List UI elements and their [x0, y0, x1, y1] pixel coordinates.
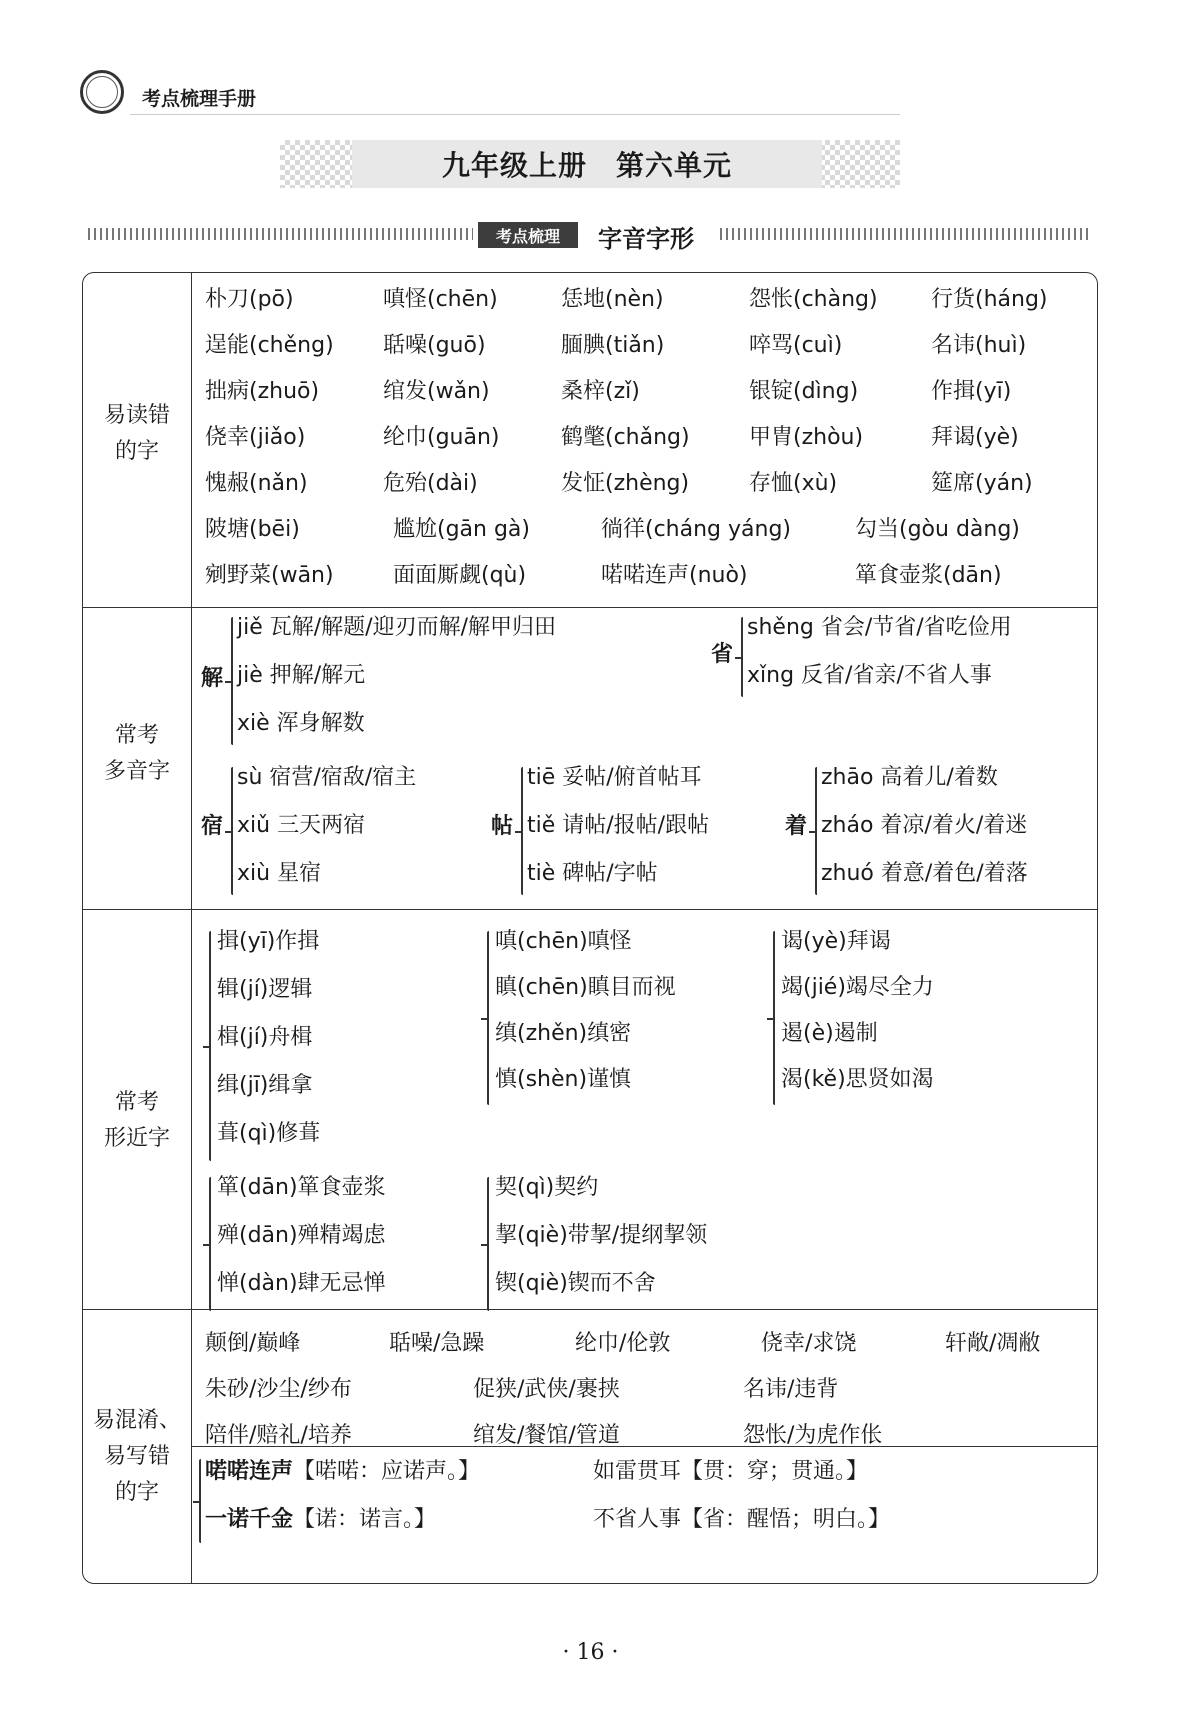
misread-word: 剜野菜(wān): [205, 563, 334, 588]
similar-word: 缉(jī)缉拿: [217, 1073, 313, 1098]
similar-word: 谒(yè)拜谒: [781, 929, 891, 954]
poly-char-sheng: 省: [711, 642, 734, 667]
poly-char-tie: 帖: [491, 814, 514, 839]
confusing-word: 怨怅/为虎作伥: [743, 1423, 883, 1448]
similar-word: 瞋(chēn)瞋目而视: [495, 975, 676, 1000]
section-badge: 考点梳理: [478, 222, 578, 248]
misread-word: 腼腆(tiǎn): [561, 333, 665, 358]
confusing-word: 侥幸/求饶: [761, 1331, 857, 1356]
misread-word: 银锭(dìng): [749, 379, 859, 404]
misread-word: 怨怅(chàng): [749, 287, 878, 312]
misread-word: 纶巾(guān): [383, 425, 500, 450]
brace: [487, 931, 489, 1105]
misread-word: 名讳(huì): [931, 333, 1027, 358]
brace: [521, 767, 523, 895]
misread-word: 恁地(nèn): [561, 287, 664, 312]
misread-word: 朴刀(pō): [205, 287, 294, 312]
misread-word: 陂塘(bēi): [205, 517, 300, 542]
similar-word: 惮(dàn)肆无忌惮: [217, 1271, 386, 1296]
unit-title: 九年级上册 第六单元: [352, 140, 822, 188]
confusing-word: 颠倒/巅峰: [205, 1331, 301, 1356]
misread-word: 嗔怪(chēn): [383, 287, 498, 312]
similar-word: 嗔(chēn)嗔怪: [495, 929, 632, 954]
similar-word: 缜(zhěn)缜密: [495, 1021, 632, 1046]
poly-char-su: 宿: [201, 814, 224, 839]
poly-item: jiě 瓦解/解题/迎刃而解/解甲归田: [237, 615, 556, 640]
poly-char-jie: 解: [201, 666, 224, 691]
misread-word: 徜徉(cháng yáng): [601, 517, 791, 542]
misread-word: 聒噪(guō): [383, 333, 486, 358]
idiom-entry: 一诺千金【诺：诺言。】: [205, 1507, 437, 1532]
idiom-entry: 喏喏连声【喏喏：应诺声。】: [205, 1459, 481, 1484]
idiom-entry: 不省人事【省：醒悟；明白。】: [593, 1507, 891, 1532]
poly-item: tiě 请帖/报帖/跟帖: [527, 813, 710, 838]
misread-word: 发怔(zhèng): [561, 471, 690, 496]
misread-word: 危殆(dài): [383, 471, 478, 496]
confusing-word: 促狭/武侠/裹挟: [473, 1377, 620, 1402]
poly-item: shěng 省会/节省/省吃俭用: [747, 615, 1012, 640]
poly-item: xiǔ 三天两宿: [237, 813, 366, 838]
similar-word: 锲(qiè)锲而不舍: [495, 1271, 656, 1296]
similar-word: 箪(dān)箪食壶浆: [217, 1175, 386, 1200]
similar-word: 挈(qiè)带挈/提纲挈领: [495, 1223, 708, 1248]
divider-right: [720, 228, 1092, 240]
misread-word: 行货(háng): [931, 287, 1048, 312]
brace: [815, 767, 817, 895]
similar-word: 辑(jí)逻辑: [217, 977, 313, 1002]
brace: [741, 617, 743, 697]
misread-word: 筵席(yán): [931, 471, 1033, 496]
brace: [231, 617, 233, 745]
knowledge-table: [82, 272, 1098, 1584]
brace: [231, 767, 233, 895]
brace: [487, 1177, 489, 1311]
row-divider: [83, 1309, 1097, 1310]
row-divider: [83, 909, 1097, 910]
misread-word: 尴尬(gān gà): [393, 517, 530, 542]
section-title: 字音字形: [598, 225, 694, 253]
row-label-confusing: 易混淆、 易写错 的字: [92, 1408, 181, 1505]
poly-item: zháo 着凉/着火/着迷: [821, 813, 1028, 838]
similar-word: 揖(yī)作揖: [217, 929, 320, 954]
misread-word: 箪食壶浆(dān): [855, 563, 1002, 588]
confusing-word: 陪伴/赔礼/培养: [205, 1423, 352, 1448]
seal-logo-icon: [80, 70, 124, 114]
poly-item: xiù 星宿: [237, 861, 322, 886]
misread-word: 啐骂(cuì): [749, 333, 843, 358]
poly-item: xiè 浑身解数: [237, 711, 365, 736]
header-rule: [130, 114, 900, 115]
misread-word: 勾当(gòu dàng): [855, 517, 1020, 542]
confusing-word: 名讳/违背: [743, 1377, 839, 1402]
misread-word: 绾发(wǎn): [383, 379, 490, 404]
misread-word: 存恤(xù): [749, 471, 838, 496]
row-label-similar: 常考 形近字: [103, 1090, 170, 1151]
brace: [773, 931, 775, 1105]
misread-word: 拜谒(yè): [931, 425, 1019, 450]
misread-word: 逞能(chěng): [205, 333, 334, 358]
misread-word: 拙病(zhuō): [205, 379, 320, 404]
misread-word: 愧赧(nǎn): [205, 471, 308, 496]
poly-item: jiè 押解/解元: [237, 663, 366, 688]
confusing-word: 轩敞/凋敝: [945, 1331, 1041, 1356]
similar-word: 殚(dān)殚精竭虑: [217, 1223, 386, 1248]
poly-char-zhe: 着: [785, 814, 808, 839]
brace: [199, 1459, 201, 1543]
row-label-polyphonic: 常考 多音字: [103, 723, 170, 784]
row-divider: [83, 607, 1097, 608]
misread-word: 喏喏连声(nuò): [601, 563, 748, 588]
brace: [209, 931, 211, 1161]
misread-word: 甲胄(zhòu): [749, 425, 864, 450]
confusing-word: 朱砂/沙尘/纱布: [205, 1377, 352, 1402]
poly-item: sù 宿营/宿敌/宿主: [237, 765, 417, 790]
similar-word: 葺(qì)修葺: [217, 1121, 321, 1146]
similar-word: 契(qì)契约: [495, 1175, 599, 1200]
confusing-word: 聒噪/急躁: [389, 1331, 485, 1356]
poly-item: tiē 妥帖/俯首帖耳: [527, 765, 702, 790]
divider-left: [88, 228, 473, 240]
poly-item: xǐng 反省/省亲/不省人事: [747, 663, 992, 688]
idiom-entry: 如雷贯耳【贯：穿；贯通。】: [593, 1459, 869, 1484]
row-label-misread: 易读错 的字: [103, 403, 170, 464]
confusing-word: 纶巾/伦敦: [575, 1331, 671, 1356]
similar-word: 遏(è)遏制: [781, 1021, 878, 1046]
misread-word: 侥幸(jiǎo): [205, 425, 306, 450]
poly-item: zhāo 高着儿/着数: [821, 765, 998, 790]
poly-item: tiè 碑帖/字帖: [527, 861, 658, 886]
page-number: · 16 ·: [562, 1640, 619, 1665]
misread-word: 鹤氅(chǎng): [561, 425, 690, 450]
poly-item: zhuó 着意/着色/着落: [821, 861, 1028, 886]
misread-word: 面面厮觑(qù): [393, 563, 527, 588]
brace: [209, 1177, 211, 1311]
similar-word: 楫(jí)舟楫: [217, 1025, 313, 1050]
handbook-title: 考点梳理手册: [142, 88, 257, 110]
confusing-word: 绾发/餐馆/管道: [473, 1423, 620, 1448]
misread-word: 作揖(yī): [931, 379, 1012, 404]
similar-word: 竭(jié)竭尽全力: [781, 975, 934, 1000]
column-divider: [191, 273, 192, 1583]
misread-word: 桑梓(zǐ): [561, 379, 640, 404]
similar-word: 渴(kě)思贤如渴: [781, 1067, 934, 1092]
similar-word: 慎(shèn)谨慎: [495, 1067, 632, 1092]
